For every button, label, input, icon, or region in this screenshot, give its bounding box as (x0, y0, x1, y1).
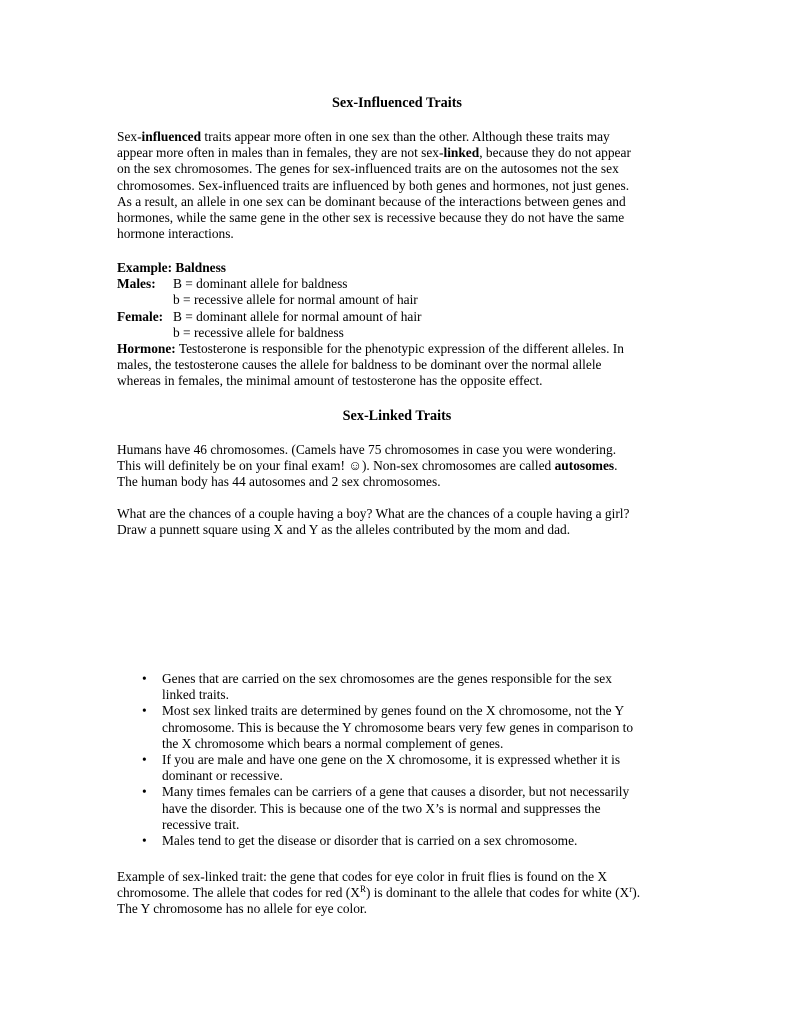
list-item: • If you are male and have one gene on the X chromosome, it is expressed whether it is dominant or recessive. (142, 752, 621, 784)
text-line: Example of sex-linked trait: the gene that codes for eye color in fruit flies is found on the X (117, 869, 608, 884)
list-item: • Many times females can be carriers of a gene that causes a disorder, but not necessarily have the disorder. This is because one of the two X’s is normal and suppresses the recessive trait. (142, 784, 630, 832)
section-title-sex-linked: Sex-Linked Traits (342, 408, 452, 424)
text-line: appear more often in males than in females, they are not sex-linked, because they do not appear (117, 145, 631, 161)
question-paragraph (117, 506, 677, 538)
bullet-icon: • (142, 784, 147, 800)
bullet-icon: • (142, 752, 147, 768)
males-line-2: b = recessive allele for normal amount of hair (173, 292, 418, 308)
sex-linked-example (117, 869, 677, 918)
text-line: The human body has 44 autosomes and 2 sex chromosomes. (117, 474, 441, 490)
chromosome-paragraph (117, 442, 677, 491)
list-item: • Males tend to get the disease or disorder that is carried on a sex chromosome. (142, 833, 578, 849)
text-line: Sex-influenced traits appear more often in one sex than the other. Although these traits may (117, 129, 610, 144)
text-line: The Y chromosome has no allele for eye color. (117, 901, 367, 917)
bullet-icon: • (142, 703, 147, 719)
list-item: • Genes that are carried on the sex chromosomes are the genes responsible for the sex linked traits. (142, 671, 612, 703)
text-line: Draw a punnett square using X and Y as the alleles contributed by the mom and dad. (117, 522, 571, 538)
text-line: hormone interactions. (117, 226, 234, 242)
list-item: • Most sex linked traits are determined by genes found on the X chromosome, not the Y chromosome. This is because the Y chromosome bears very few genes in comparison to the X chromosome which bears a normal complement of genes. (142, 703, 634, 751)
text-line: As a result, an allele in one sex can be dominant because of the interactions between genes and (117, 193, 626, 209)
text-line: What are the chances of a couple having a boy? What are the chances of a couple having a girl? (117, 506, 630, 521)
text-line: chromosomes. Sex-influenced traits are influenced by both genes and hormones, not just genes. (117, 177, 630, 193)
hormone-line-3: whereas in females, the minimal amount of testosterone has the opposite effect. (117, 373, 543, 389)
intro-paragraph (117, 129, 677, 242)
superscript: r (629, 884, 633, 895)
text-line: chromosome. The allele that codes for red $(X^R)$ is dominant to the allele that codes for white $(X^r)$. (117, 884, 641, 901)
hormone-line-2: males, the testosterone causes the allele for baldness to be dominant over the normal allele (117, 357, 602, 373)
section-title-sex-influenced: Sex-Influenced Traits (332, 95, 462, 111)
text-line: on the sex chromosomes. The genes for sex-influenced traits are on the autosomes not the sex (117, 161, 619, 177)
text-line: Humans have 46 chromosomes. (Camels have 75 chromosomes in case you were wondering. (117, 442, 617, 457)
hormone-line: Hormone: Testosterone is responsible for the phenotypic expression of the different alleles. In (117, 341, 624, 357)
female-line-2: b = recessive allele for baldness (173, 324, 344, 340)
text-line: hormones, while the same gene in the other sex is recessive because they do not have the same (117, 210, 625, 226)
bullet-icon: • (142, 833, 147, 849)
bullet-icon: • (142, 671, 147, 686)
female-line: Female: B = dominant allele for normal amount of hair (117, 308, 422, 324)
example-heading: Example: Baldness (117, 260, 227, 275)
baldness-example (117, 260, 677, 390)
text-line: This will definitely be on your final exam! ☺). Non-sex chromosomes are called autosomes. (117, 458, 618, 474)
superscript: R (359, 884, 366, 895)
males-line: Males: B = dominant allele for baldness (117, 276, 348, 292)
bullet-list (142, 671, 677, 849)
